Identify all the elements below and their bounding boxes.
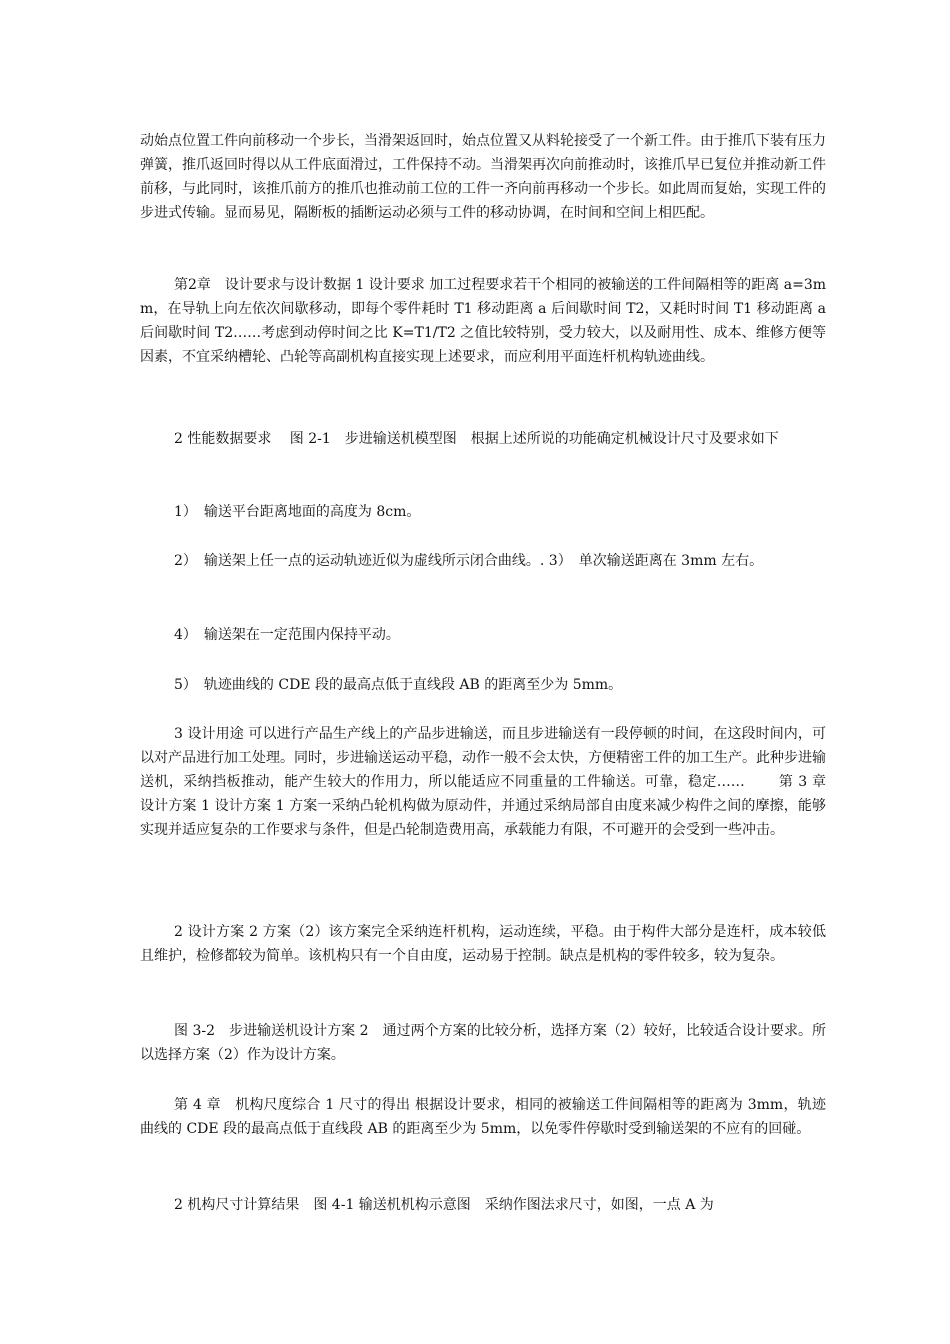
text-section-6: [140, 623, 826, 647]
text-section-9: [140, 920, 826, 968]
list-item-5: 5） 轨迹曲线的 CDE 段的最高点低于直线段 AB 的距离至少为 5mm。: [174, 677, 623, 693]
paragraph-design-purpose: 3 设计用途 可以进行产品生产线上的产品步进输送，而且步进输送有一段停顿的时间，在这段时间内，可以对产品进行加工处理。同时，步进输送运动平稳，动作一般不会太快，方便精密工件的加工生产。此种步进输送机，采纳挡板推动，能产生较大的作用力，所以能适应不同重量的工件输送。可靠，稳定…… 第 3 章 设计方案 1 设计方案 1 方案一采纳凸轮机构做为原动件，并通过采纳局部自由度来减少构件之间的摩擦，能够实现并适应复杂的工作要求与条件，但是凸轮制造费用高，承载能力有限，不可避开的会受到一些冲击。: [140, 726, 854, 838]
paragraph-chapter-2-requirements: 第2章 设计要求与设计数据 1 设计要求 加工过程要求若干个相同的被输送的工件间隔相等的距离 a=3mm，在导轨上向左依次间歇移动，即每个零件耗时 T1 移动距离 a 后间歇时间 T2，又耗时时间 T1 移动距离 a 后间歇时间 T2……考虑到动停时间之比 K=T1/T2 之值比较特别，受力较大，以及耐用性、成本、维修方便等因素，不宜采纳槽轮、凸轮等高副机构直接实现上述要求，而应利用平面连杆机构轨迹曲线。: [140, 277, 826, 365]
paragraph-conveyor-motion: 动始点位置工件向前移动一个步长，当滑架返回时，始点位置又从料轮接受了一个新工件。由于推爪下装有压力弹簧，推爪返回时得以从工件底面滑过，工件保持不动。当滑架再次向前推动时，该推爪早已复位并推动新工件前移，与此同时，该推爪前方的推爪也推动前工位的工件一齐向前再移动一个步长。如此周而复始，实现工件的步进式传输。显而易见，隔断板的插断运动必须与工件的移动协调，在时间和空间上相匹配。: [140, 133, 826, 221]
paragraph-design-scheme-2: 2 设计方案 2 方案（2）该方案完全采纳连杆机构，运动连续，平稳。由于构件大部分是连杆，成本较低且维护，检修都较为简单。该机构只有一个自由度，运动易于控制。缺点是机构的零件较多，较为复杂。: [140, 924, 826, 964]
text-section-12: [140, 1193, 826, 1217]
text-section-10: [140, 1019, 826, 1067]
paragraph-performance-data: 2 性能数据要求 图 2-1 步进输送机模型图 根据上述所说的功能确定机械设计尺寸及要求如下: [174, 431, 779, 447]
list-item-2-3: 2） 输送架上任一点的运动轨迹近似为虚线所示闭合曲线。. 3） 单次输送距离在 3mm 左右。: [174, 553, 764, 569]
paragraph-chapter-4-dimensions: 第 4 章 机构尺度综合 1 尺寸的得出 根据设计要求，相同的被输送工件间隔相等的距离为 3mm，轨迹曲线的 CDE 段的最高点低于直线段 AB 的距离至少为 5mm，以免零件停歇时受到输送架的不应有的回碰。: [140, 1097, 826, 1137]
text-section-11: [140, 1093, 826, 1141]
text-section-5: [140, 549, 826, 573]
text-section-8: [140, 722, 854, 842]
text-section-4: [140, 500, 826, 524]
text-section-1: [140, 129, 826, 225]
list-item-4: 4） 输送架在一定范围内保持平动。: [174, 627, 400, 643]
paragraph-scheme-comparison: 图 3-2 步进输送机设计方案 2 通过两个方案的比较分析，选择方案（2）较好，比较适合设计要求。所以选择方案（2）作为设计方案。: [140, 1023, 826, 1063]
list-item-1: 1） 输送平台距离地面的高度为 8cm。: [174, 504, 421, 520]
text-section-3: [140, 427, 826, 451]
paragraph-dimension-results: 2 机构尺寸计算结果 图 4-1 输送机机构示意图 采纳作图法求尺寸，如图，一点 A 为: [174, 1197, 714, 1213]
text-section-2: [140, 273, 826, 369]
text-section-7: [140, 673, 826, 697]
